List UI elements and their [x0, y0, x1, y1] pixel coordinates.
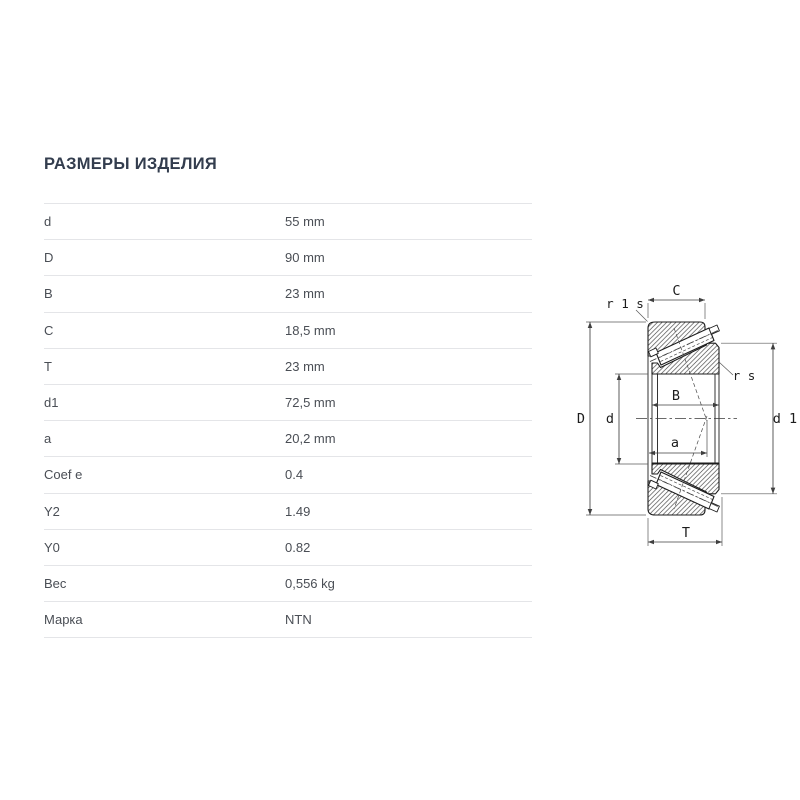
row-label: Coef e: [44, 467, 83, 483]
row-label: B: [44, 286, 53, 302]
dim-label-rs: r s: [732, 368, 756, 383]
row-value: 0.4: [285, 467, 304, 483]
row-value: 90 mm: [285, 250, 325, 266]
dim-label-a: a: [670, 435, 680, 451]
row-value: 72,5 mm: [285, 395, 336, 411]
row-value: 18,5 mm: [285, 322, 336, 338]
row-label: a: [44, 431, 52, 447]
dim-label-d1: d 1: [772, 411, 798, 427]
row-value: 20,2 mm: [285, 431, 336, 447]
cage-bar: [709, 325, 719, 334]
dim-label-d: d: [605, 411, 615, 427]
cage-bar: [709, 503, 719, 512]
row-label: d: [44, 214, 52, 230]
dim-label-T: T: [681, 525, 691, 541]
row-label: d1: [44, 395, 59, 411]
bearing-cross-section: [636, 322, 737, 515]
row-value: 23 mm: [285, 358, 325, 374]
row-label: D: [44, 250, 54, 266]
row-value: NTN: [285, 612, 312, 628]
row-value: 23 mm: [285, 286, 325, 302]
dim-label-D: D: [576, 411, 586, 427]
dim-label-B: B: [671, 388, 681, 404]
row-label: Вес: [44, 575, 67, 591]
row-label: Марка: [44, 612, 83, 628]
row-label: Y2: [44, 503, 60, 519]
row-value: 0.82: [285, 539, 311, 555]
row-label: T: [44, 358, 52, 374]
dim-label-r1s: r 1 s: [606, 296, 644, 311]
row-label: Y0: [44, 539, 60, 555]
row-value: 55 mm: [285, 214, 325, 230]
row-label: C: [44, 322, 54, 338]
row-value: 1.49: [285, 503, 311, 519]
section-title: РАЗМЕРЫ ИЗДЕЛИЯ: [44, 155, 218, 173]
row-value: 0,556 kg: [285, 575, 335, 591]
dim-label-C: C: [672, 283, 681, 299]
